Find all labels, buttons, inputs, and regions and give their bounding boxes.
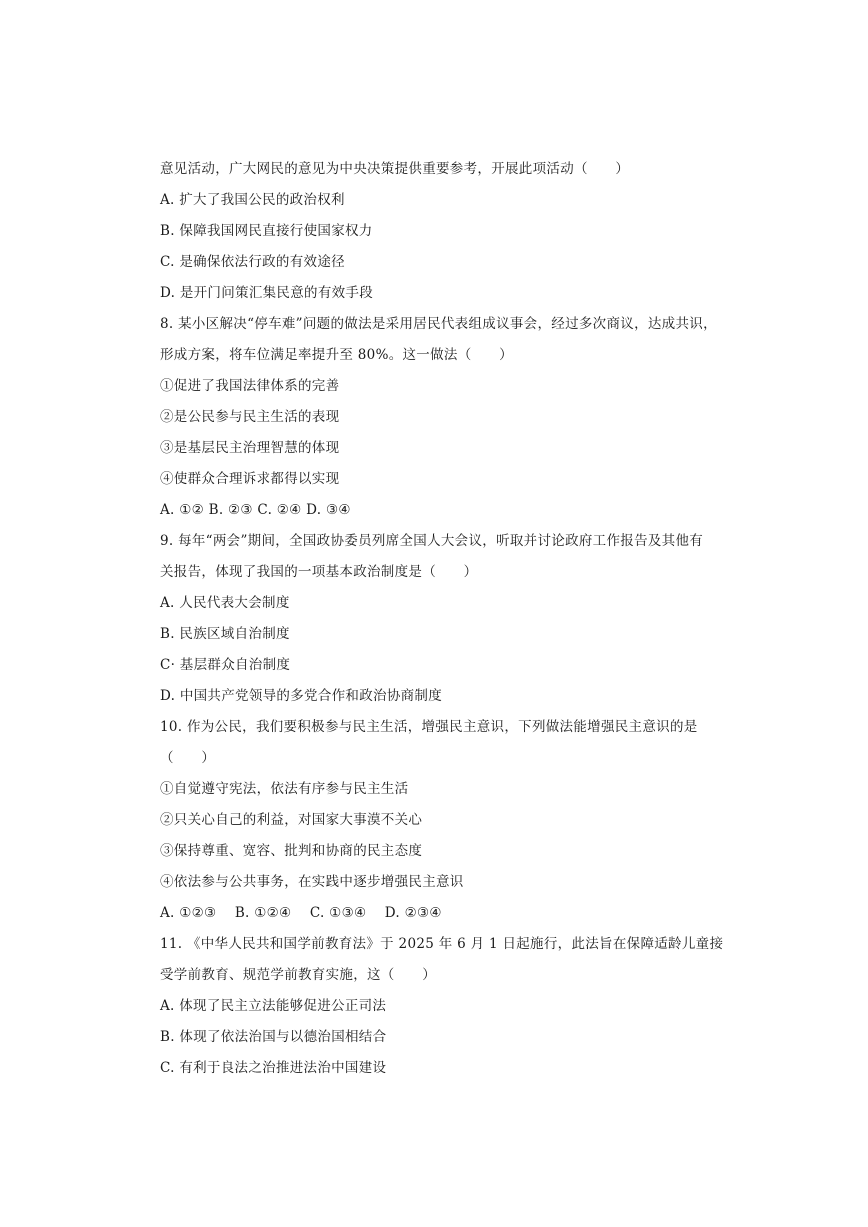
question-8-stem-continued: 形成方案，将车位满足率提升至 80%。这一做法（ ） [160, 347, 513, 363]
question-9-option-a: A. 人民代表大会制度 [160, 595, 290, 611]
question-10-statement-4: ④依法参与公共事务，在实践中逐步增强民主意识 [160, 874, 464, 890]
question-9-option-b: B. 民族区域自治制度 [160, 626, 290, 642]
question-11-option-a: A. 体现了民主立法能够促进公正司法 [160, 998, 387, 1014]
question-11-option-c: C. 有利于良法之治推进法治中国建设 [160, 1060, 387, 1076]
question-7-option-b: B. 保障我国网民直接行使国家权力 [160, 223, 373, 239]
question-9-stem: 9. 每年“两会”期间，全国政协委员列席全国人大会议，听取并讨论政府工作报告及其他有 [160, 533, 704, 549]
question-8-statement-1: ①促进了我国法律体系的完善 [160, 378, 340, 394]
question-8-statement-2: ②是公民参与民主生活的表现 [160, 409, 340, 425]
question-7-option-d: D. 是开门问策汇集民意的有效手段 [160, 285, 374, 301]
question-10-statement-3: ③保持尊重、宽容、批判和协商的民主态度 [160, 843, 423, 859]
question-9-option-d: D. 中国共产党领导的多党合作和政治协商制度 [160, 688, 443, 704]
question-11-option-b: B. 体现了依法治国与以德治国相结合 [160, 1029, 387, 1045]
question-8-options: A. ①② B. ②③ C. ②④ D. ③④ [160, 502, 351, 518]
question-7-stem-continued: 意见活动，广大网民的意见为中央决策提供重要参考，开展此项活动（ ） [160, 161, 630, 177]
question-11-stem: 11. 《中华人民共和国学前教育法》于 2025 年 6 月 1 日起施行，此法旨在保障适龄儿童接 [160, 936, 724, 952]
question-9-stem-continued: 关报告，体现了我国的一项基本政治制度是（ ） [160, 564, 478, 580]
question-7-option-c: C. 是确保依法行政的有效途径 [160, 254, 345, 270]
question-10-statement-1: ①自觉遵守宪法，依法有序参与民主生活 [160, 781, 409, 797]
question-10-stem: 10. 作为公民，我们要积极参与民主生活，增强民主意识，下列做法能增强民主意识的是 [160, 719, 698, 735]
question-10-statement-2: ②只关心自己的利益，对国家大事漠不关心 [160, 812, 423, 828]
question-8-statement-3: ③是基层民主治理智慧的体现 [160, 440, 340, 456]
question-8-statement-4: ④使群众合理诉求都得以实现 [160, 471, 340, 487]
question-8-stem: 8. 某小区解决“停车难”问题的做法是采用居民代表组成议事会，经过多次商议，达成共识， [160, 316, 717, 332]
question-7-option-a: A. 扩大了我国公民的政治权利 [160, 192, 345, 208]
question-9-option-c: C· 基层群众自治制度 [160, 657, 291, 673]
question-11-stem-continued: 受学前教育、规范学前教育实施，这（ ） [160, 967, 436, 983]
question-10-options: A. ①②③ B. ①②④ C. ①③④ D. ②③④ [160, 905, 442, 921]
question-10-stem-continued: （ ） [160, 750, 216, 766]
